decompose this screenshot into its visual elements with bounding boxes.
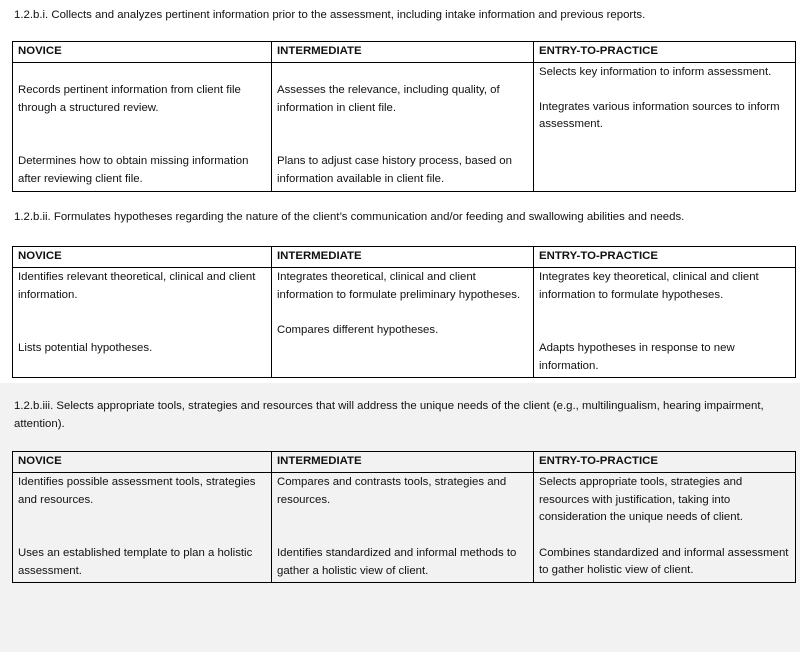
entry-to-practice-cell bbox=[534, 473, 796, 583]
list-item: Records pertinent information from client file through a structured review. bbox=[18, 84, 241, 114]
column-header-entry-to-practice: ENTRY-TO-PRACTICE bbox=[534, 452, 796, 473]
section-heading: 1.2.b.ii. Formulates hypotheses regarding the nature of the client’s communication and/or feeding and swallowing abilities and needs. bbox=[14, 211, 685, 223]
list-item: Identifies possible assessment tools, strategies and resources. bbox=[18, 476, 256, 506]
novice-cell bbox=[13, 63, 272, 192]
column-header-intermediate: INTERMEDIATE bbox=[272, 247, 534, 268]
intermediate-cell bbox=[272, 268, 534, 378]
column-header-entry-to-practice: ENTRY-TO-PRACTICE bbox=[534, 247, 796, 268]
rubric-table bbox=[12, 246, 796, 378]
list-item: Integrates key theoretical, clinical and client information to formulate hypotheses. bbox=[539, 271, 759, 301]
list-item: Combines standardized and informal assessment to gather holistic view of client. bbox=[539, 546, 789, 576]
list-item: Integrates various information sources to inform assessment. bbox=[539, 100, 780, 130]
rubric-table bbox=[12, 41, 796, 192]
column-header-novice: NOVICE bbox=[13, 247, 272, 268]
novice-cell bbox=[13, 268, 272, 378]
list-item: Selects appropriate tools, strategies and resources with justification, taking into consideration the unique needs of client. bbox=[539, 476, 743, 523]
column-header-entry-to-practice: ENTRY-TO-PRACTICE bbox=[534, 42, 796, 63]
list-item: Determines how to obtain missing information after reviewing client file. bbox=[18, 155, 249, 185]
list-item: Adapts hypotheses in response to new information. bbox=[539, 342, 735, 372]
entry-to-practice-cell bbox=[534, 63, 796, 192]
rubric-table bbox=[12, 451, 796, 583]
column-header-intermediate: INTERMEDIATE bbox=[272, 452, 534, 473]
column-header-intermediate: INTERMEDIATE bbox=[272, 42, 534, 63]
entry-to-practice-cell bbox=[534, 268, 796, 378]
list-item: Integrates theoretical, clinical and client information to formulate preliminary hypotheses. bbox=[277, 271, 521, 301]
column-header-novice: NOVICE bbox=[13, 42, 272, 63]
list-item: Assesses the relevance, including quality, of information in client file. bbox=[277, 84, 500, 114]
list-item: Selects key information to inform assessment. bbox=[539, 66, 772, 78]
list-item: Plans to adjust case history process, based on information available in client file. bbox=[277, 155, 512, 185]
list-item: Identifies relevant theoretical, clinical and client information. bbox=[18, 271, 256, 301]
column-header-novice: NOVICE bbox=[13, 452, 272, 473]
list-item: Uses an established template to plan a holistic assessment. bbox=[18, 547, 253, 577]
list-item: Identifies standardized and informal methods to gather a holistic view of client. bbox=[277, 547, 517, 577]
section-heading: 1.2.b.i. Collects and analyzes pertinent information prior to the assessment, including intake information and previous reports. bbox=[14, 9, 646, 21]
section-heading: 1.2.b.iii. Selects appropriate tools, strategies and resources that will address the unique needs of the client (e.g., multilingualism, hearing impairment, attention). bbox=[14, 400, 764, 430]
list-item: Compares and contrasts tools, strategies and resources. bbox=[277, 476, 507, 506]
list-item: Compares different hypotheses. bbox=[277, 324, 439, 336]
novice-cell bbox=[13, 473, 272, 583]
list-item: Lists potential hypotheses. bbox=[18, 342, 153, 354]
intermediate-cell bbox=[272, 63, 534, 192]
intermediate-cell bbox=[272, 473, 534, 583]
